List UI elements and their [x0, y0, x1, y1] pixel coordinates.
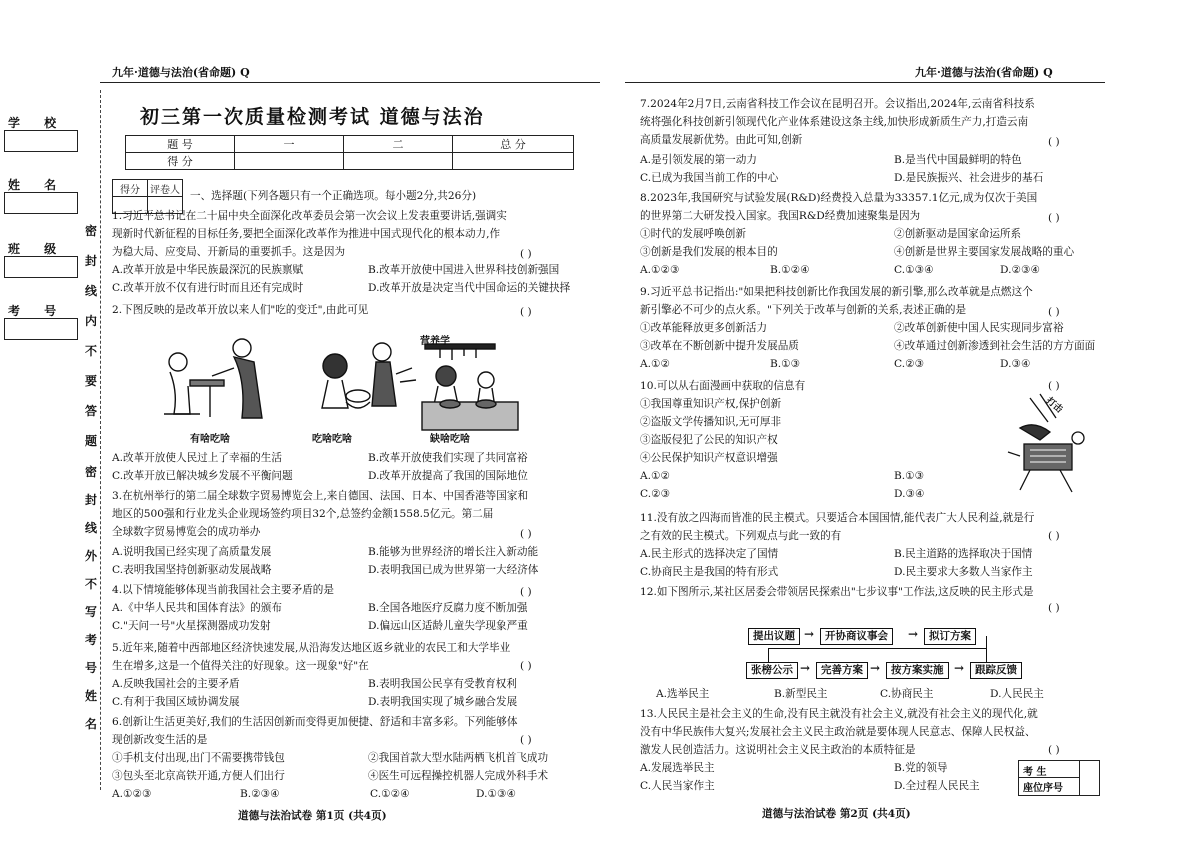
binding-line: [100, 90, 101, 790]
class-label: 班 级: [8, 242, 67, 256]
q10-option-d: D.③④: [894, 488, 925, 500]
q10-option-c: C.②③: [640, 488, 671, 500]
header-rule-right: [625, 82, 1105, 83]
q2-option-a: A.改革开放使人民过上了幸福的生活: [112, 452, 282, 464]
q6-option-b: B.②③④: [240, 788, 280, 800]
q6-item-3: ③包头至北京高铁开通,方便人们出行: [112, 770, 285, 782]
answer-bracket[interactable]: ( ): [520, 586, 532, 598]
arrow-right-icon: →: [908, 627, 919, 641]
page-title: 初三第一次质量检测考试 道德与法治: [140, 106, 485, 128]
q12-option-a: A.选举民主: [656, 688, 710, 700]
flow-step-6: 按方案实施: [886, 662, 949, 679]
header-left: 九年·道德与法治(省命题) Q: [112, 66, 250, 79]
q3-option-c: C.表明我国坚持创新驱动发展战略: [112, 564, 272, 576]
arrow-right-icon: →: [954, 661, 965, 675]
q12-stem: 12.如下图所示,某社区居委会带领居民探索出"七步议事"工作法,这反映的民主形式是: [640, 586, 1034, 598]
q3-option-d: D.表明我国已成为世界第一大经济体: [368, 564, 539, 576]
flow-connector: [768, 648, 769, 662]
answer-bracket[interactable]: ( ): [520, 248, 532, 260]
score-cell: 总 分: [453, 136, 574, 153]
q13-option-d: D.全过程人民民主: [894, 780, 980, 792]
q7-option-c: C.已成为我国当前工作的中心: [640, 172, 779, 184]
q3-option-a: A.说明我国已经实现了高质量发展: [112, 546, 272, 558]
score-table: [125, 135, 574, 170]
q8-option-c: C.①③④: [894, 264, 934, 276]
cartoon-label: 营养学: [420, 336, 450, 347]
flow-step-5: 完善方案: [816, 662, 868, 679]
flow-step-2: 开协商议事会: [820, 628, 893, 645]
flow-step-4: 张榜公示: [746, 662, 798, 679]
cartoon-caption-3: 缺啥吃啥: [430, 434, 470, 445]
q4-option-b: B.全国各地医疗反腐力度不断加强: [368, 602, 528, 614]
q2-stem: 2.下图反映的是改革开放以来人们"吃的变迁",由此可见: [112, 304, 369, 316]
answer-bracket[interactable]: ( ): [1048, 530, 1060, 542]
score-cell: 得 分: [126, 153, 235, 170]
q11-option-d: D.民主要求大多数人当家作主: [894, 566, 1033, 578]
answer-bracket[interactable]: ( ): [520, 734, 532, 746]
q5-option-c: C.有利于我国区域协调发展: [112, 696, 240, 708]
flow-step-1: 提出议题: [748, 628, 800, 645]
answer-bracket[interactable]: ( ): [520, 660, 532, 672]
q6-item-4: ④医生可远程操控机器人完成外科手术: [368, 770, 549, 782]
q9-item-1: ①改革能释放更多创新活力: [640, 322, 768, 334]
seal-text-inner: 密封线内不要答题: [84, 224, 97, 448]
q6-option-a: A.①②③: [112, 788, 152, 800]
footer-right: 道德与法治试卷 第2页 (共4页): [762, 808, 911, 820]
q11-option-c: C.协商民主是我国的特有形式: [640, 566, 779, 578]
q9-option-d: D.③④: [1000, 358, 1031, 370]
q1-line2: 现新时代新征程的目标任务,要把全面深化改革作为推进中国式现代化的根本动力,作: [112, 228, 501, 240]
q13-line2: 没有中华民族伟大复兴;发展社会主义民主政治就是要体现人民意志、保障人民权益、: [640, 726, 1036, 738]
q13-line3: 激发人民创造活力。这说明社会主义民主政治的本质特征是: [640, 744, 916, 756]
q3-line2: 地区的500强和行业龙头企业现场签约项目32个,总签约金额1558.5亿元。第二届: [112, 508, 494, 520]
q1-line1: 1.习近平总书记在二十届中央全面深化改革委员会第一次会议上发表重要讲话,强调实: [112, 210, 507, 222]
flow-step-3: 拟订方案: [924, 628, 976, 645]
score-input[interactable]: [344, 153, 453, 170]
cartoon-caption-1: 有啥吃啥: [190, 434, 230, 445]
flow-connector: [768, 648, 986, 649]
q10-item-2: ②盗版文学传播知识,无可厚非: [640, 416, 782, 428]
q5-option-d: D.表明我国实现了城乡融合发展: [368, 696, 518, 708]
section-title: 一、选择题(下列各题只有一个正确选项。每小题2分,共26分): [190, 190, 477, 202]
q4-option-d: D.偏远山区适龄儿童失学现象严重: [368, 620, 528, 632]
q1-option-d: D.改革开放是决定当代中国命运的关键抉择: [368, 282, 571, 294]
q8-option-d: D.②③④: [1000, 264, 1040, 276]
q1-option-c: C.改革开放不仅有进行时而且还有完成时: [112, 282, 304, 294]
q7-line2: 统将强化科技创新引领现代化产业体系建设这条主线,加快形成新质生产力,打造云南: [640, 116, 1029, 128]
q7-line3: 高质量发展新优势。由此可知,创新: [640, 134, 803, 146]
q13-option-b: B.党的领导: [894, 762, 948, 774]
q6-line2: 现创新改变生活的是: [112, 734, 208, 746]
q3-option-b: B.能够为世界经济的增长注入新动能: [368, 546, 539, 558]
q1-line3: 为稳大局、应变局、开新局的重要抓手。这是因为: [112, 246, 346, 258]
q7-option-b: B.是当代中国最鲜明的特色: [894, 154, 1022, 166]
q9-line2: 新引擎必不可少的点火系。"下列关于改革与创新的关系,表述正确的是: [640, 304, 967, 316]
q4-option-a: A.《中华人民共和国体育法》的颁布: [112, 602, 282, 614]
score-cell: 二: [344, 136, 453, 153]
q5-line1: 5.近年来,随着中西部地区经济快速发展,从沿海发达地区返乡就业的农民工和大学毕业: [112, 642, 511, 654]
q3-line1: 3.在杭州举行的第二届全球数字贸易博览会上,来自德国、法国、日本、中国香港等国家和: [112, 490, 529, 502]
q9-item-2: ②改革创新使中国人民实现同步富裕: [894, 322, 1064, 334]
score-input[interactable]: [453, 153, 574, 170]
flow-connector: [986, 636, 987, 662]
q11-option-b: B.民主道路的选择取决于国情: [894, 548, 1033, 560]
q1-option-a: A.改革开放是中华民族最深沉的民族禀赋: [112, 264, 304, 276]
seat-label-1: 考 生: [1023, 767, 1047, 778]
answer-bracket[interactable]: ( ): [1048, 306, 1060, 318]
seat-number-box[interactable]: [1018, 760, 1100, 796]
q8-item-4: ④创新是世界主要国家发展战略的重心: [894, 246, 1075, 258]
q8-line1: 8.2023年,我国研究与试验发展(R&D)经费投入总量为33357.1亿元,成为仅次于美国: [640, 192, 1038, 204]
q6-option-c: C.①②④: [370, 788, 410, 800]
q12-option-b: B.新型民主: [774, 688, 828, 700]
q5-option-a: A.反映我国社会的主要矛盾: [112, 678, 240, 690]
q5-line2: 生在增多,这是一个值得关注的好现象。这一现象"好"在: [112, 660, 369, 672]
q8-item-1: ①时代的发展呼唤创新: [640, 228, 746, 240]
q13-option-c: C.人民当家作主: [640, 780, 715, 792]
flow-step-7: 跟踪反馈: [970, 662, 1022, 679]
arrow-right-icon: →: [800, 661, 811, 675]
answer-bracket[interactable]: ( ): [520, 306, 532, 318]
seat-label-2: 座位序号: [1023, 783, 1063, 794]
seat-divider: [1019, 777, 1079, 778]
q10-item-1: ①我国尊重知识产权,保护创新: [640, 398, 782, 410]
footer-left: 道德与法治试卷 第1页 (共4页): [238, 810, 387, 822]
q9-line1: 9.习近平总书记指出:"如果把科技创新比作我国发展的新引擎,那么改革就是点燃这个: [640, 286, 1033, 298]
name-label: 姓 名: [8, 178, 67, 192]
q9-option-b: B.①③: [770, 358, 801, 370]
q5-option-b: B.表明我国公民享有受教育权利: [368, 678, 517, 690]
q2-option-c: C.改革开放已解决城乡发展不平衡问题: [112, 470, 293, 482]
header-rule-left: [100, 82, 600, 83]
q8-option-a: A.①②③: [640, 264, 680, 276]
q9-item-4: ④改革通过创新渗透到社会生活的方方面面: [894, 340, 1096, 352]
q10-option-b: B.①③: [894, 470, 925, 482]
q11-option-a: A.民主形式的选择决定了国情: [640, 548, 779, 560]
arrow-right-icon: →: [870, 661, 881, 675]
q2-option-b: B.改革开放使我们实现了共同富裕: [368, 452, 528, 464]
q6-item-2: ②我国首款大型水陆两栖飞机首飞成功: [368, 752, 549, 764]
q10-stem: 10.可以从右面漫画中获取的信息有: [640, 380, 806, 392]
q10-item-4: ④公民保护知识产权意识增强: [640, 452, 778, 464]
q12-option-c: C.协商民主: [880, 688, 934, 700]
score-input[interactable]: [235, 153, 344, 170]
seal-text-outer: 密封线外不写考号姓名: [84, 465, 97, 731]
answer-bracket[interactable]: ( ): [1048, 136, 1060, 148]
q13-line1: 13.人民民主是社会主义的生命,没有民主就没有社会主义,就没有社会主义的现代化,就: [640, 708, 1038, 720]
q12-option-d: D.人民民主: [990, 688, 1044, 700]
q3-line3: 全球数字贸易博览会的成功举办: [112, 526, 261, 538]
q7-option-d: D.是民族振兴、社会进步的基石: [894, 172, 1044, 184]
score-cell: 一: [235, 136, 344, 153]
q8-option-b: B.①②④: [770, 264, 810, 276]
answer-bracket[interactable]: ( ): [1048, 212, 1060, 224]
class-field[interactable]: [4, 256, 78, 278]
q7-option-a: A.是引领发展的第一动力: [640, 154, 757, 166]
seat-divider: [1079, 761, 1080, 795]
q6-item-1: ①手机支付出现,出门不需要携带钱包: [112, 752, 285, 764]
comic-label: 打击: [1043, 396, 1065, 416]
exam-no-label: 考 号: [8, 304, 67, 318]
school-field[interactable]: [4, 130, 78, 152]
grader-name-label: 评卷人: [148, 180, 183, 197]
score-cell: 题 号: [126, 136, 235, 153]
name-field[interactable]: [4, 192, 78, 214]
grader-score-label: 得分: [113, 180, 148, 197]
arrow-right-icon: →: [804, 627, 815, 641]
q6-line1: 6.创新让生活更美好,我们的生活因创新而变得更加便捷、舒适和丰富多彩。下列能够体: [112, 716, 518, 728]
answer-bracket[interactable]: ( ): [1048, 602, 1060, 614]
answer-bracket[interactable]: ( ): [520, 528, 532, 540]
q9-item-3: ③改革在不断创新中提升发展品质: [640, 340, 799, 352]
exam-no-field[interactable]: [4, 318, 78, 340]
q8-item-3: ③创新是我们发展的根本目的: [640, 246, 778, 258]
q1-option-b: B.改革开放使中国进入世界科技创新强国: [368, 264, 560, 276]
q13-option-a: A.发展选举民主: [640, 762, 715, 774]
school-label: 学 校: [8, 116, 67, 130]
q6-option-d: D.①③④: [476, 788, 516, 800]
cartoon-caption-2: 吃啥吃啥: [312, 434, 352, 445]
q10-item-3: ③盗版侵犯了公民的知识产权: [640, 434, 778, 446]
q11-line2: 之有效的民主模式。下列观点与此一致的有: [640, 530, 842, 542]
q8-item-2: ②创新驱动是国家命运所系: [894, 228, 1022, 240]
food-change-cartoon: [150, 322, 550, 442]
q7-line1: 7.2024年2月7日,云南省科技工作会议在昆明召开。会议指出,2024年,云南省科技系: [640, 98, 1035, 110]
answer-bracket[interactable]: ( ): [1048, 380, 1060, 392]
q9-option-c: C.②③: [894, 358, 925, 370]
q10-option-a: A.①②: [640, 470, 671, 482]
q2-option-d: D.改革开放提高了我国的国际地位: [368, 470, 528, 482]
q4-option-c: C."天问一号"火星探测器成功发射: [112, 620, 271, 632]
q8-line2: 的世界第二大研发投入国家。我国R&D经费加速聚集是因为: [640, 210, 921, 222]
header-right: 九年·道德与法治(省命题) Q: [915, 66, 1053, 79]
q4-stem: 4.以下情境能够体现当前我国社会主要矛盾的是: [112, 584, 334, 596]
q9-option-a: A.①②: [640, 358, 671, 370]
answer-bracket[interactable]: ( ): [1048, 744, 1060, 756]
q11-line1: 11.没有放之四海而皆准的民主模式。只要适合本国国情,能代表广大人民利益,就是行: [640, 512, 1035, 524]
